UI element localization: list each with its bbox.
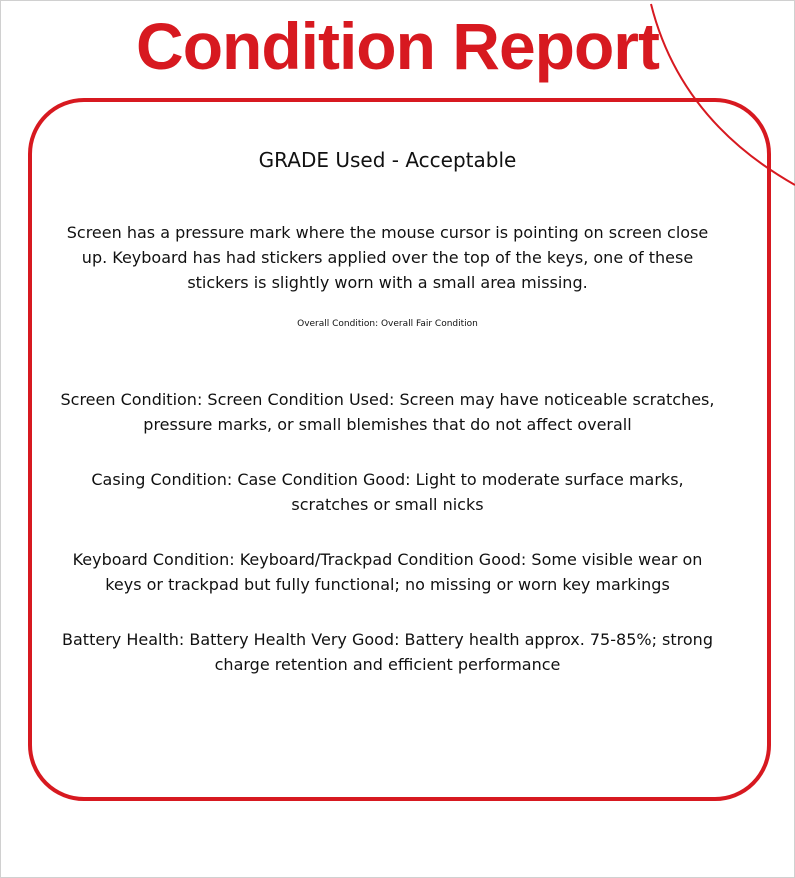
screen-condition: Screen Condition: Screen Condition Used: Screen may have noticeable scratches, pressure marks, or small blemishes that do not affect overall (60, 390, 715, 434)
casing-condition: Casing Condition: Case Condition Good: Light to moderate surface marks, scratches or small nicks (91, 470, 684, 514)
battery-health: Battery Health: Battery Health Very Good: Battery health approx. 75-85%; strong charge retention and efficient performance (62, 630, 713, 674)
report-content (60, 148, 715, 677)
keyboard-condition: Keyboard Condition: Keyboard/Trackpad Condition Good: Some visible wear on keys or trackpad but fully functional; no missing or worn key markings (72, 550, 703, 594)
grade-label: GRADE Used - Acceptable (258, 148, 517, 172)
report-title: Condition Report (136, 9, 659, 83)
overall-condition: Overall Condition: Overall Fair Condition (297, 319, 478, 329)
condition-description: Screen has a pressure mark where the mouse cursor is pointing on screen close up. Keyboard has had stickers applied over the top of the keys, one of these stickers is slightly worn with a small area missing. (66, 223, 709, 292)
